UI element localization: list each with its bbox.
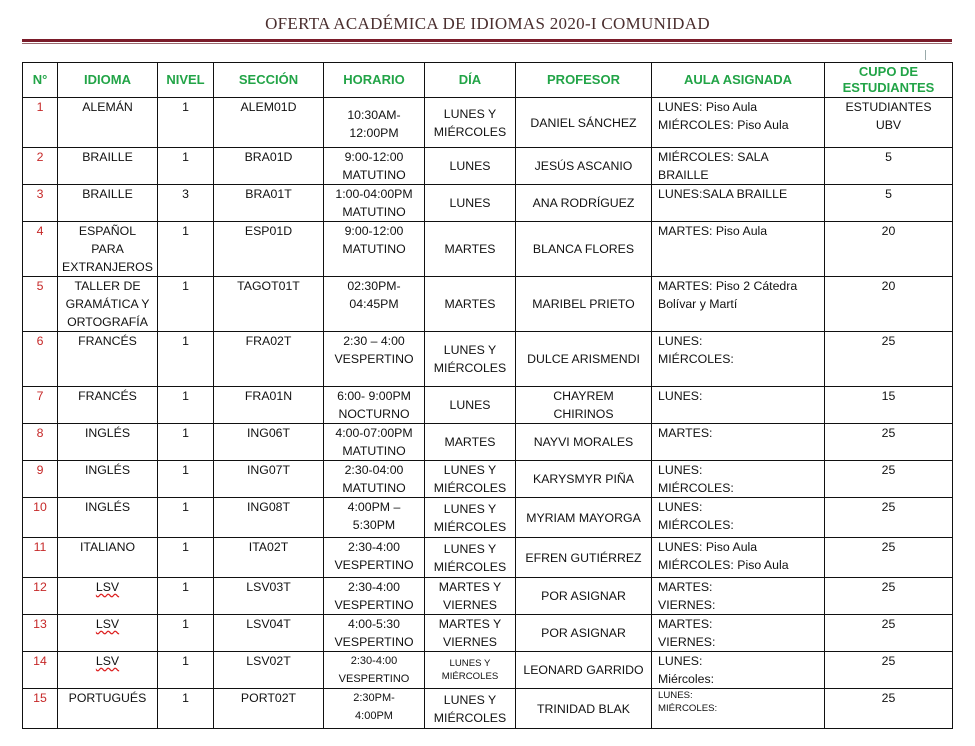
cell-num: 1 (23, 98, 58, 148)
cell-idioma: ITALIANO (58, 538, 158, 578)
cell-seccion: TAGOT01T (214, 277, 324, 332)
cell-profesor: JESÚS ASCANIO (516, 148, 652, 185)
cell-cupo: ESTUDIANTES UBV (825, 98, 953, 148)
cell-nivel: 1 (158, 424, 214, 461)
cell-cupo: 25 (825, 424, 953, 461)
title-rule-thin (22, 43, 952, 44)
cell-profesor: MARIBEL PRIETO (516, 277, 652, 332)
cell-cupo: 20 (825, 277, 953, 332)
cell-num: 9 (23, 461, 58, 498)
cell-profesor: POR ASIGNAR (516, 615, 652, 652)
cell-num: 12 (23, 578, 58, 615)
cell-num: 7 (23, 387, 58, 424)
cell-aula: MARTES: VIERNES: (652, 615, 825, 652)
cell-cupo: 25 (825, 498, 953, 538)
cell-nivel: 1 (158, 689, 214, 729)
cell-horario: 1:00-04:00PM MATUTINO (324, 185, 425, 222)
cell-seccion: BRA01D (214, 148, 324, 185)
cell-profesor: POR ASIGNAR (516, 578, 652, 615)
header-idioma: IDIOMA (58, 63, 158, 98)
cell-seccion: FRA01N (214, 387, 324, 424)
cell-profesor: MYRIAM MAYORGA (516, 498, 652, 538)
cell-horario: 2:30-4:00 VESPERTINO (324, 652, 425, 689)
header-num: N° (23, 63, 58, 98)
table-row (23, 498, 953, 538)
cell-idioma: TALLER DE GRAMÁTICA Y ORTOGRAFÍA (58, 277, 158, 332)
cell-cupo: 15 (825, 387, 953, 424)
cell-nivel: 1 (158, 538, 214, 578)
cell-num: 13 (23, 615, 58, 652)
cell-profesor: BLANCA FLORES (516, 222, 652, 277)
table-row (23, 387, 953, 424)
table-row (23, 578, 953, 615)
course-offer-table (22, 62, 953, 729)
cell-num: 15 (23, 689, 58, 729)
cell-num: 5 (23, 277, 58, 332)
cell-nivel: 1 (158, 461, 214, 498)
table-row (23, 461, 953, 498)
cell-dia: LUNES Y MIÉRCOLES (425, 461, 516, 498)
cell-aula: LUNES:SALA BRAILLE (652, 185, 825, 222)
cell-dia: MARTES Y VIERNES (425, 615, 516, 652)
table-row (23, 424, 953, 461)
cell-num: 3 (23, 185, 58, 222)
table-row (23, 185, 953, 222)
cell-horario: 2:30-4:00 VESPERTINO (324, 538, 425, 578)
cell-nivel: 1 (158, 387, 214, 424)
cell-aula: LUNES: MIÉRCOLES: (652, 461, 825, 498)
cell-nivel: 1 (158, 498, 214, 538)
cell-dia: LUNES Y MIÉRCOLES (425, 332, 516, 387)
cell-seccion: BRA01T (214, 185, 324, 222)
cell-profesor: CHAYREM CHIRINOS (516, 387, 652, 424)
cell-idioma: INGLÉS (58, 498, 158, 538)
cell-aula: MARTES: Piso Aula (652, 222, 825, 277)
cell-num: 10 (23, 498, 58, 538)
cell-seccion: ING08T (214, 498, 324, 538)
margin-marker (925, 50, 926, 60)
cell-horario: 9:00-12:00 MATUTINO (324, 222, 425, 277)
cell-dia: LUNES Y MIÉRCOLES (425, 652, 516, 689)
cell-idioma: ESPAÑOL PARA EXTRANJEROS (58, 222, 158, 277)
cell-aula: LUNES: MIÉRCOLES: (652, 689, 825, 729)
cell-nivel: 1 (158, 578, 214, 615)
table-row (23, 148, 953, 185)
cell-seccion: ING07T (214, 461, 324, 498)
table-row (23, 332, 953, 387)
cell-dia: MARTES (425, 277, 516, 332)
cell-horario: 6:00- 9:00PM NOCTURNO (324, 387, 425, 424)
cell-dia: MARTES (425, 222, 516, 277)
cell-num: 8 (23, 424, 58, 461)
header-cupo: CUPO DE ESTUDIANTES (825, 63, 953, 98)
cell-profesor: LEONARD GARRIDO (516, 652, 652, 689)
cell-horario: 4:00PM – 5:30PM (324, 498, 425, 538)
cell-cupo: 25 (825, 461, 953, 498)
cell-idioma: FRANCÉS (58, 332, 158, 387)
cell-nivel: 1 (158, 615, 214, 652)
cell-dia: LUNES Y MIÉRCOLES (425, 498, 516, 538)
cell-num: 14 (23, 652, 58, 689)
table-row (23, 538, 953, 578)
cell-cupo: 25 (825, 689, 953, 729)
cell-cupo: 25 (825, 538, 953, 578)
cell-aula: LUNES: (652, 387, 825, 424)
header-nivel: NIVEL (158, 63, 214, 98)
cell-horario: 2:30-04:00 MATUTINO (324, 461, 425, 498)
cell-nivel: 3 (158, 185, 214, 222)
cell-num: 4 (23, 222, 58, 277)
cell-nivel: 1 (158, 222, 214, 277)
cell-aula: MIÉRCOLES: SALA BRAILLE (652, 148, 825, 185)
cell-idioma: FRANCÉS (58, 387, 158, 424)
cell-horario: 02:30PM- 04:45PM (324, 277, 425, 332)
cell-cupo: 25 (825, 615, 953, 652)
cell-nivel: 1 (158, 332, 214, 387)
cell-num: 6 (23, 332, 58, 387)
table-row (23, 277, 953, 332)
header-dia: DÍA (425, 63, 516, 98)
cell-idioma: INGLÉS (58, 461, 158, 498)
cell-horario: 2:30 – 4:00 VESPERTINO (324, 332, 425, 387)
cell-cupo: 25 (825, 578, 953, 615)
table-row (23, 98, 953, 148)
cell-seccion: ITA02T (214, 538, 324, 578)
cell-profesor: DULCE ARISMENDI (516, 332, 652, 387)
cell-nivel: 1 (158, 277, 214, 332)
cell-horario: 4:00-5:30 VESPERTINO (324, 615, 425, 652)
header-profesor: PROFESOR (516, 63, 652, 98)
header-seccion: SECCIÓN (214, 63, 324, 98)
table-row (23, 652, 953, 689)
cell-profesor: NAYVI MORALES (516, 424, 652, 461)
cell-idioma: BRAILLE (58, 148, 158, 185)
cell-aula: MARTES: VIERNES: (652, 578, 825, 615)
cell-idioma: LSV (58, 578, 158, 615)
table-header-row (23, 63, 953, 98)
cell-aula: LUNES: Piso Aula MIÉRCOLES: Piso Aula (652, 538, 825, 578)
cell-aula: MARTES: (652, 424, 825, 461)
cell-profesor: EFREN GUTIÉRREZ (516, 538, 652, 578)
cell-dia: LUNES Y MIÉRCOLES (425, 689, 516, 729)
cell-cupo: 5 (825, 148, 953, 185)
cell-aula: LUNES: Miércoles: (652, 652, 825, 689)
cell-horario: 4:00-07:00PM MATUTINO (324, 424, 425, 461)
cell-cupo: 25 (825, 652, 953, 689)
cell-profesor: DANIEL SÁNCHEZ (516, 98, 652, 148)
cell-idioma: LSV (58, 615, 158, 652)
cell-seccion: FRA02T (214, 332, 324, 387)
cell-num: 2 (23, 148, 58, 185)
cell-aula: LUNES: Piso Aula MIÉRCOLES: Piso Aula (652, 98, 825, 148)
table-row (23, 689, 953, 729)
cell-horario: 9:00-12:00 MATUTINO (324, 148, 425, 185)
cell-idioma: ALEMÁN (58, 98, 158, 148)
cell-seccion: ALEM01D (214, 98, 324, 148)
cell-profesor: KARYSMYR PIÑA (516, 461, 652, 498)
cell-num: 11 (23, 538, 58, 578)
cell-nivel: 1 (158, 148, 214, 185)
cell-dia: MARTES (425, 424, 516, 461)
cell-idioma: INGLÉS (58, 424, 158, 461)
cell-seccion: ESP01D (214, 222, 324, 277)
cell-idioma: PORTUGUÉS (58, 689, 158, 729)
cell-dia: LUNES Y MIÉRCOLES (425, 538, 516, 578)
cell-seccion: LSV03T (214, 578, 324, 615)
cell-dia: LUNES (425, 387, 516, 424)
cell-cupo: 5 (825, 185, 953, 222)
cell-dia: MARTES Y VIERNES (425, 578, 516, 615)
cell-cupo: 25 (825, 332, 953, 387)
cell-seccion: PORT02T (214, 689, 324, 729)
header-horario: HORARIO (324, 63, 425, 98)
cell-horario: 2:30PM- 4:00PM (324, 689, 425, 729)
cell-dia: LUNES (425, 185, 516, 222)
cell-aula: MARTES: Piso 2 Cátedra Bolívar y Martí (652, 277, 825, 332)
cell-seccion: LSV02T (214, 652, 324, 689)
cell-dia: LUNES (425, 148, 516, 185)
cell-seccion: LSV04T (214, 615, 324, 652)
cell-profesor: TRINIDAD BLAK (516, 689, 652, 729)
table-row (23, 615, 953, 652)
cell-horario: 10:30AM-12:00PM (324, 98, 425, 148)
cell-aula: LUNES: MIÉRCOLES: (652, 332, 825, 387)
cell-cupo: 20 (825, 222, 953, 277)
document-title: OFERTA ACADÉMICA DE IDIOMAS 2020-I COMUNIDAD (265, 14, 710, 33)
cell-dia: LUNES Y MIÉRCOLES (425, 98, 516, 148)
table-row (23, 222, 953, 277)
cell-nivel: 1 (158, 98, 214, 148)
cell-idioma: BRAILLE (58, 185, 158, 222)
cell-seccion: ING06T (214, 424, 324, 461)
cell-nivel: 1 (158, 652, 214, 689)
cell-aula: LUNES: MIÉRCOLES: (652, 498, 825, 538)
title-rule-thick (22, 39, 952, 42)
cell-horario: 2:30-4:00 VESPERTINO (324, 578, 425, 615)
cell-idioma: LSV (58, 652, 158, 689)
header-aula: AULA ASIGNADA (652, 63, 825, 98)
cell-profesor: ANA RODRÍGUEZ (516, 185, 652, 222)
